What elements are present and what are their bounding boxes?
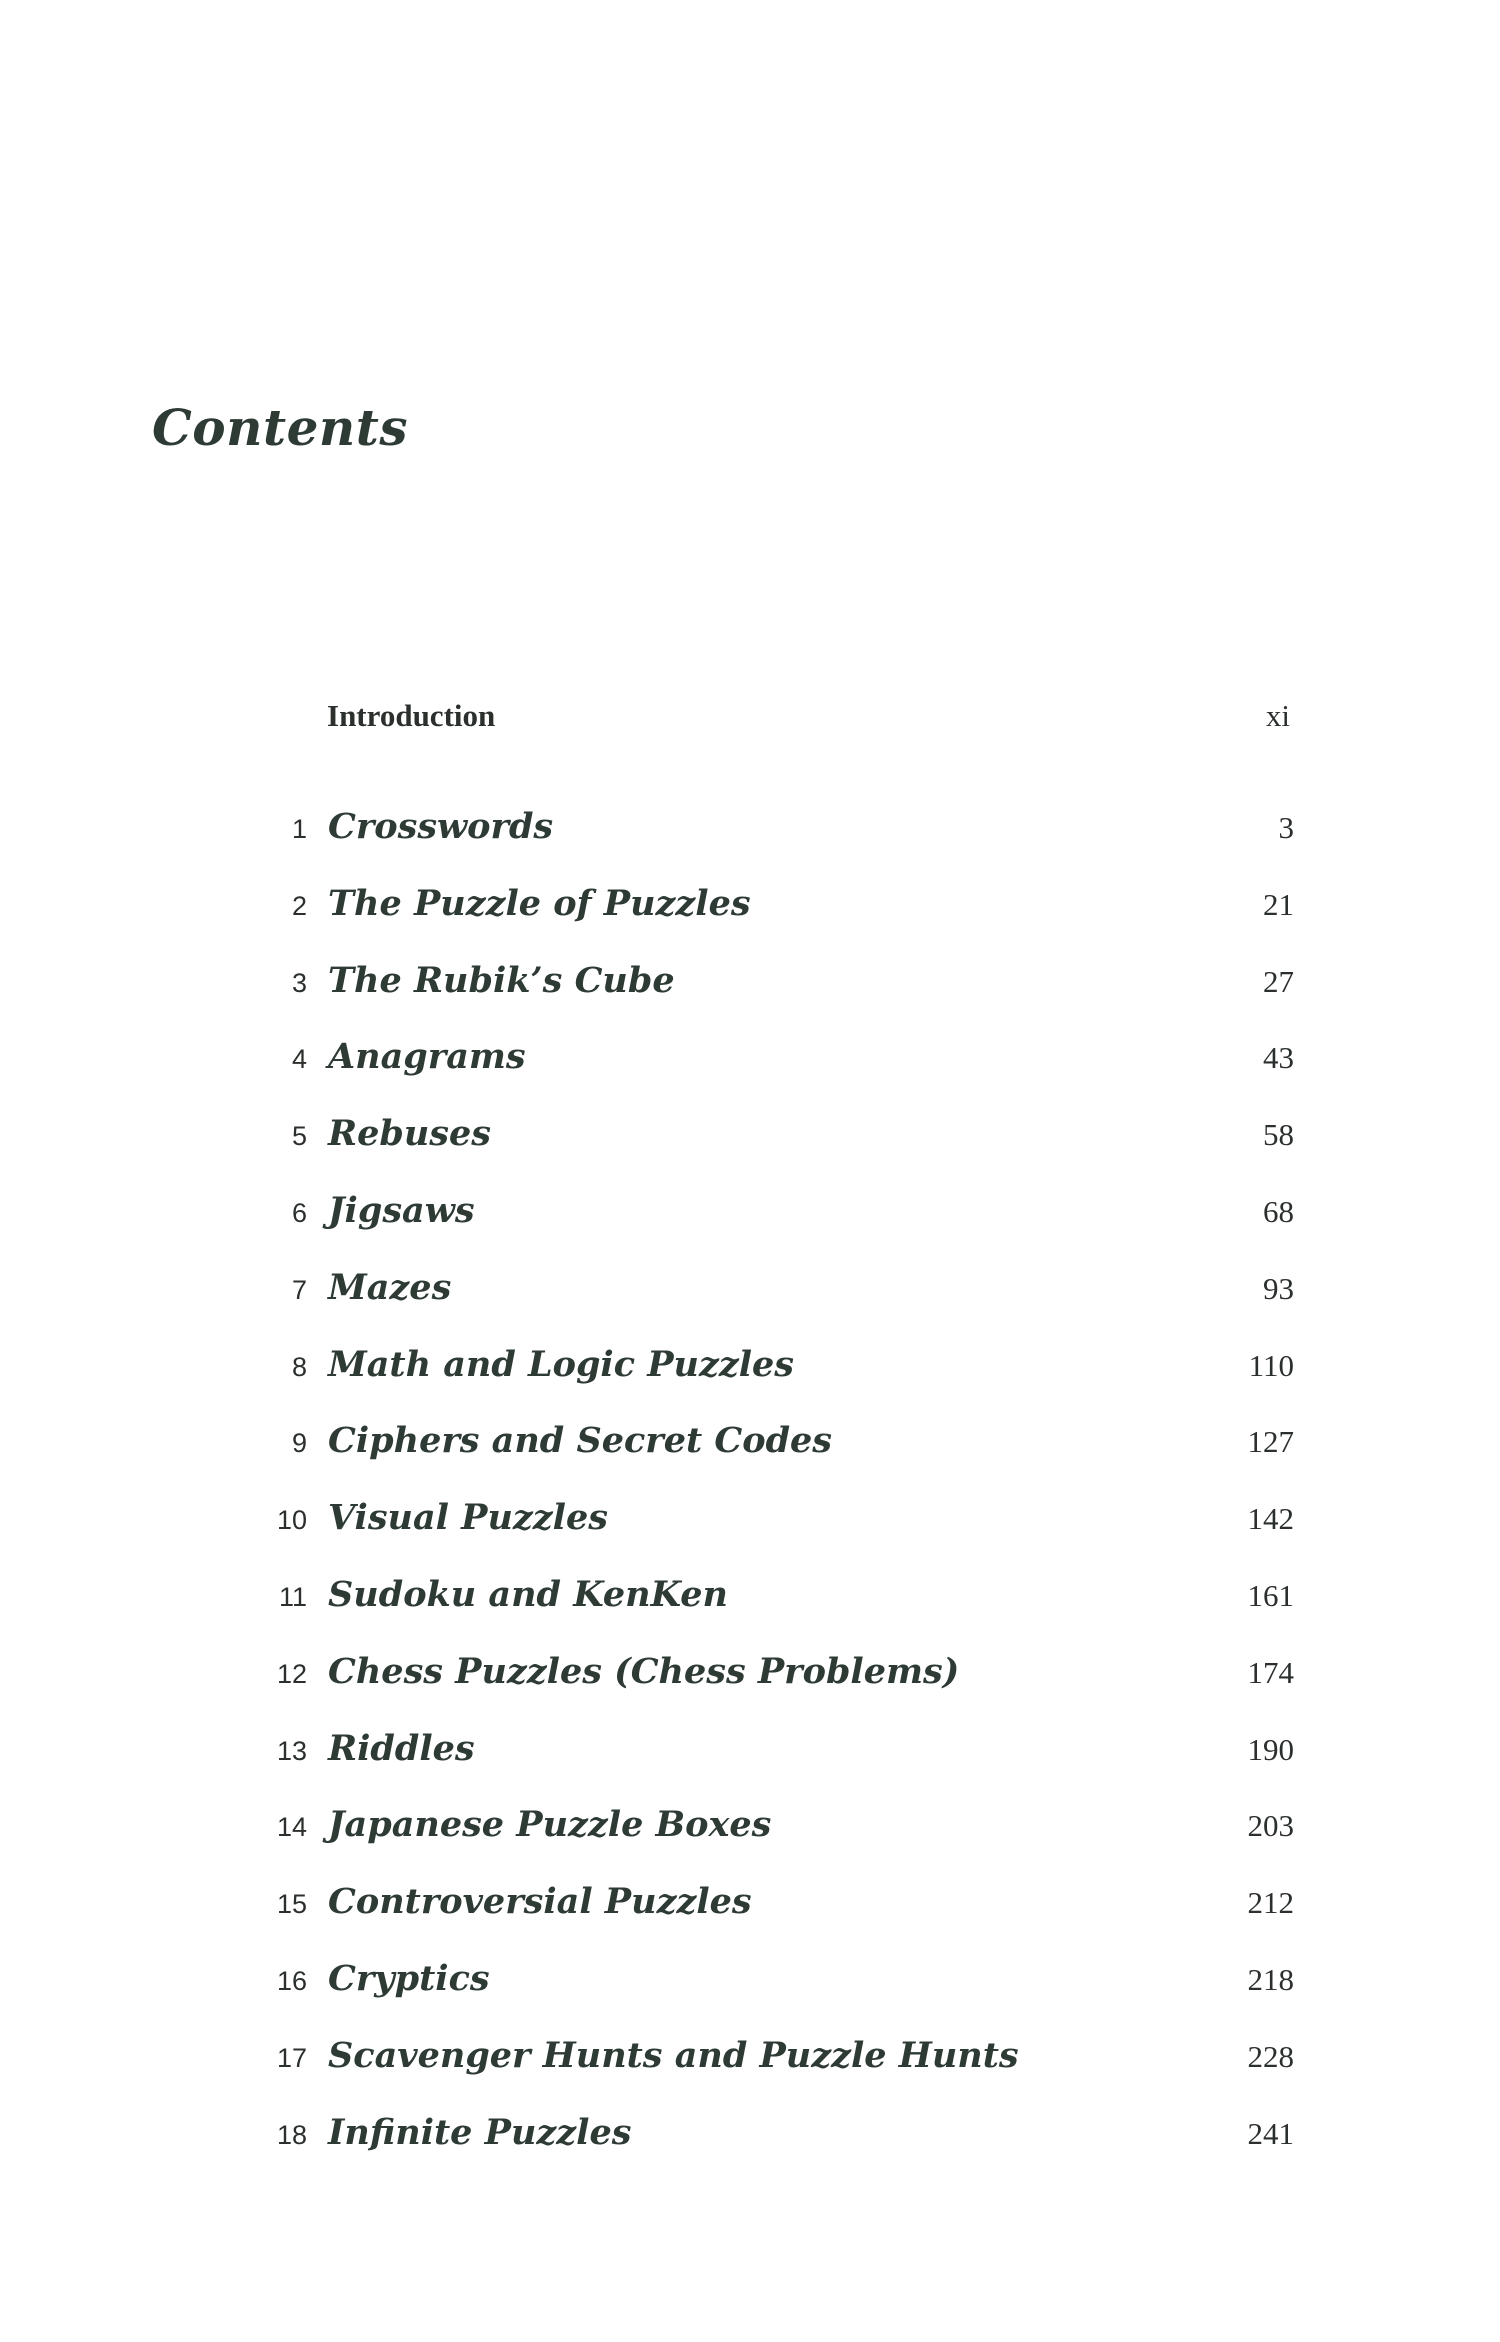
chapter-page-number: 212 xyxy=(1247,1885,1294,1921)
chapter-page-number: 68 xyxy=(1263,1193,1294,1229)
chapter-number: 5 xyxy=(291,1121,307,1152)
introduction-label: Introduction xyxy=(327,698,496,733)
toc-entry[interactable] xyxy=(0,1113,1500,1190)
chapter-page-number: 93 xyxy=(1263,1270,1294,1306)
chapter-number: 6 xyxy=(291,1197,307,1228)
toc-entry[interactable] xyxy=(0,1420,1500,1497)
chapter-page-number: 127 xyxy=(1247,1424,1294,1460)
chapter-number: 16 xyxy=(276,1965,307,1996)
chapter-page-number: 228 xyxy=(1247,2038,1294,2074)
chapter-title: Crosswords xyxy=(328,806,554,847)
toc-entry[interactable] xyxy=(0,1267,1500,1344)
toc-entry[interactable] xyxy=(0,1728,1500,1805)
chapter-number: 14 xyxy=(276,1812,307,1843)
toc-entry[interactable] xyxy=(0,1190,1500,1267)
toc-entry[interactable] xyxy=(0,1651,1500,1728)
chapter-page-number: 241 xyxy=(1247,2115,1294,2151)
toc-entry[interactable] xyxy=(0,2035,1500,2112)
chapter-title: Visual Puzzles xyxy=(328,1497,608,1539)
toc-entry[interactable] xyxy=(0,1958,1500,2035)
toc-entry[interactable] xyxy=(0,1574,1500,1651)
chapter-page-number: 218 xyxy=(1247,1961,1294,1997)
chapter-page-number: 174 xyxy=(1247,1654,1294,1690)
chapter-page-number: 27 xyxy=(1263,963,1294,999)
chapter-page-number: 58 xyxy=(1263,1117,1294,1153)
chapter-title: Chess Puzzles (Chess Problems) xyxy=(328,1650,960,1692)
chapter-title: The Rubik’s Cube xyxy=(328,959,675,1001)
chapter-title: Japanese Puzzle Boxes xyxy=(328,1804,772,1846)
chapter-number: 9 xyxy=(291,1428,307,1459)
chapter-title: The Puzzle of Puzzles xyxy=(328,882,751,924)
toc-entry[interactable] xyxy=(0,1344,1500,1421)
chapter-number: 17 xyxy=(276,2042,307,2073)
chapter-number: 12 xyxy=(276,1658,307,1689)
chapter-number: 2 xyxy=(291,890,307,921)
chapter-number: 4 xyxy=(291,1044,307,1075)
chapter-number: 10 xyxy=(276,1505,307,1536)
chapter-number: 8 xyxy=(291,1351,307,1382)
chapter-number: 18 xyxy=(276,2119,307,2150)
chapter-page-number: 142 xyxy=(1247,1501,1294,1537)
chapter-page-number: 190 xyxy=(1247,1731,1294,1767)
toc-entry[interactable] xyxy=(0,2112,1500,2189)
chapter-page-number: 161 xyxy=(1247,1577,1294,1613)
toc-entry[interactable] xyxy=(0,1804,1500,1881)
chapter-title: Sudoku and KenKen xyxy=(328,1573,728,1615)
chapter-page-number: 21 xyxy=(1263,886,1294,922)
chapter-page-number: 110 xyxy=(1248,1347,1294,1383)
toc-entry-introduction[interactable] xyxy=(0,698,1500,742)
page-title: Contents xyxy=(152,398,409,457)
introduction-page-number: xi xyxy=(1265,698,1290,733)
toc-entry[interactable] xyxy=(0,1497,1500,1574)
chapter-page-number: 3 xyxy=(1278,810,1294,845)
chapter-number: 1 xyxy=(291,814,307,844)
chapter-page-number: 203 xyxy=(1247,1808,1294,1844)
chapter-number: 11 xyxy=(278,1581,307,1612)
toc-entry[interactable] xyxy=(0,1881,1500,1958)
chapter-title: Anagrams xyxy=(328,1036,526,1078)
toc-entry[interactable] xyxy=(0,960,1500,1037)
chapter-title: Controversial Puzzles xyxy=(328,1881,752,1923)
chapter-number: 13 xyxy=(276,1735,307,1766)
chapter-title: Ciphers and Secret Codes xyxy=(328,1420,833,1462)
toc-entry[interactable] xyxy=(0,806,1500,883)
table-of-contents xyxy=(0,806,1500,2188)
chapter-title: Math and Logic Puzzles xyxy=(328,1343,795,1385)
chapter-title: Jigsaws xyxy=(328,1189,475,1231)
chapter-title: Rebuses xyxy=(328,1113,491,1155)
chapter-page-number: 43 xyxy=(1263,1040,1294,1076)
chapter-title: Mazes xyxy=(328,1266,452,1308)
chapter-number: 15 xyxy=(276,1889,307,1920)
chapter-title: Scavenger Hunts and Puzzle Hunts xyxy=(328,2034,1019,2076)
chapter-number: 3 xyxy=(291,967,307,998)
chapter-title: Cryptics xyxy=(328,1957,490,1999)
chapter-number: 7 xyxy=(291,1274,307,1305)
toc-entry[interactable] xyxy=(0,883,1500,960)
chapter-title: Infinite Puzzles xyxy=(328,2111,632,2153)
chapter-title: Riddles xyxy=(328,1727,475,1769)
toc-entry[interactable] xyxy=(0,1036,1500,1113)
